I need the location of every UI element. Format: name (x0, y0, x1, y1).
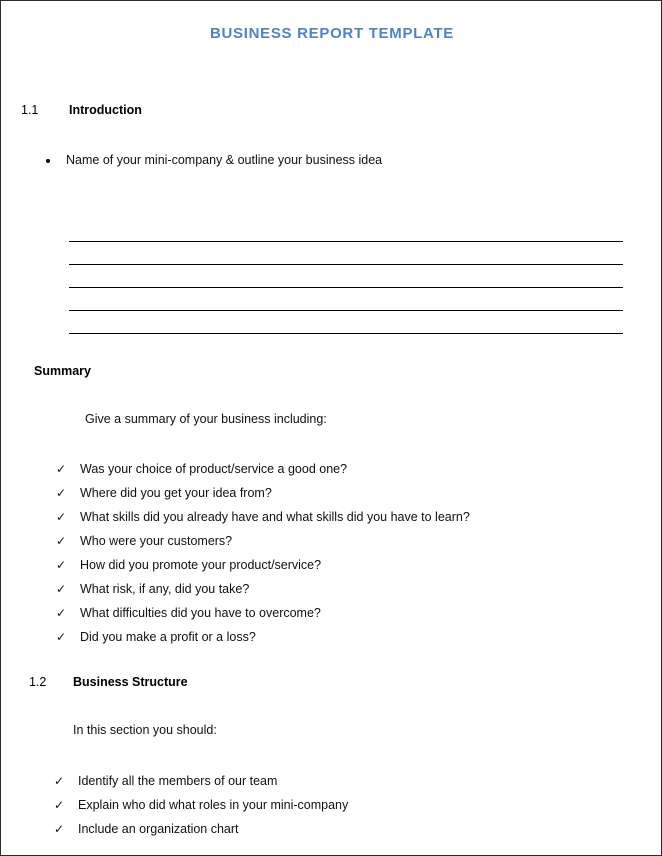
rule-line-4 (69, 310, 623, 311)
check-icon: ✓ (56, 630, 67, 644)
list-item-label: What skills did you already have and what skills did you have to learn? (80, 510, 470, 524)
business-structure-check-list (54, 769, 348, 841)
list-item (56, 481, 470, 505)
list-item-label: Explain who did what roles in your mini-company (78, 798, 349, 812)
list-item (46, 153, 382, 167)
list-item-label: What difficulties did you have to overcome? (80, 606, 321, 620)
list-item (56, 577, 470, 601)
list-item (54, 817, 348, 841)
rule-line-5 (69, 333, 623, 334)
check-icon: ✓ (56, 582, 67, 596)
list-item (56, 529, 470, 553)
check-icon: ✓ (56, 606, 67, 620)
list-item-label: What risk, if any, did you take? (80, 582, 250, 596)
bullet-dot-icon (46, 159, 50, 163)
list-item-label: Identify all the members of our team (78, 774, 278, 788)
list-item-label: Where did you get your idea from? (80, 486, 272, 500)
rule-line-2 (69, 264, 623, 265)
check-icon: ✓ (56, 534, 67, 548)
section-number-introduction: 1.1 (21, 103, 39, 117)
list-item-label: How did you promote your product/service? (80, 558, 322, 572)
check-icon: ✓ (54, 822, 65, 836)
list-item (56, 625, 470, 649)
section-heading-business-structure (29, 675, 188, 689)
check-icon: ✓ (56, 510, 67, 524)
section-label-business-structure: Business Structure (73, 675, 188, 689)
summary-lead-text: Give a summary of your business including: (85, 412, 327, 426)
business-structure-lead-text: In this section you should: (73, 723, 217, 737)
bullet-text: Name of your mini-company & outline your business idea (66, 153, 383, 167)
rule-line-3 (69, 287, 623, 288)
check-icon: ✓ (54, 774, 65, 788)
list-item (56, 553, 470, 577)
list-item-label: Did you make a profit or a loss? (80, 630, 256, 644)
section-heading-introduction (21, 103, 142, 117)
list-item-label: Was your choice of product/service a good one? (80, 462, 348, 476)
list-item-label: Who were your customers? (80, 534, 233, 548)
section-number-business-structure: 1.2 (29, 675, 47, 689)
check-icon: ✓ (56, 486, 67, 500)
list-item (54, 769, 348, 793)
list-item (56, 601, 470, 625)
list-item (54, 793, 348, 817)
list-item-label: Include an organization chart (78, 822, 239, 836)
document-title: BUSINESS REPORT TEMPLATE (209, 25, 455, 42)
section-label-introduction: Introduction (69, 103, 142, 117)
check-icon: ✓ (56, 462, 67, 476)
list-item (56, 505, 470, 529)
rule-line-1 (69, 241, 623, 242)
section-heading-summary: Summary (34, 364, 91, 378)
summary-check-list (56, 457, 470, 649)
check-icon: ✓ (56, 558, 67, 572)
list-item (56, 457, 470, 481)
check-icon: ✓ (54, 798, 65, 812)
